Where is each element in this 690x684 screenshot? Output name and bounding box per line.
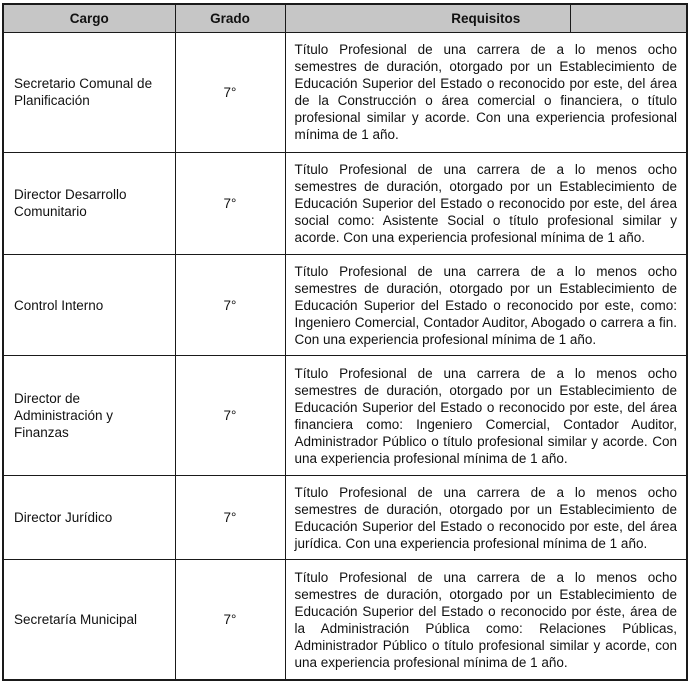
grado-cell: 7°: [175, 356, 285, 476]
cargo-cell: Secretaría Municipal: [3, 560, 175, 680]
grado-cell: 7°: [175, 560, 285, 680]
cargo-cell: Director de Administración y Finanzas: [3, 356, 175, 476]
table-header-row: [3, 4, 687, 33]
table-row: [3, 33, 687, 153]
header-grado: Grado: [175, 4, 285, 33]
requisitos-cell: Título Profesional de una carrera de a lo menos ocho semestres de duración, otorgado por un Establecimiento de Educación Superior del Estado o reconocido por este, del área de la Construcción o área comercial o financiera, o título profesional similar y acorde. Con una experiencia profesional mínima de 1 año.: [285, 33, 687, 153]
table-row: [3, 560, 687, 680]
cargo-cell: Director Jurídico: [3, 476, 175, 560]
table-row: [3, 152, 687, 254]
header-cargo: Cargo: [3, 4, 175, 33]
requisitos-cell: Título Profesional de una carrera de a lo menos ocho semestres de duración, otorgado por un Establecimiento de Educación Superior del Estado o reconocido por éste, área de la Administración Pública como: Relaciones Públicas, Administrador Público o título profesional similar y acorde, con una experiencia profesional mínima de 1 año.: [285, 560, 687, 680]
table-row: [3, 254, 687, 356]
table-row: [3, 356, 687, 476]
requisitos-cell: Título Profesional de una carrera de a lo menos ocho semestres de duración, otorgado por un Establecimiento de Educación Superior del Estado o reconocido por este, del área jurídica. Con una experiencia profesional mínima de 1 año.: [285, 476, 687, 560]
requisitos-cell: Título Profesional de una carrera de a lo menos ocho semestres de duración, otorgado por un Establecimiento de Educación Superior del Estado o reconocido por este, como: Ingeniero Comercial, Contador Auditor, Abogado o carrera a fin. Con una experiencia profesional mínima de 1 año.: [285, 254, 687, 356]
requisitos-cell: Título Profesional de una carrera de a lo menos ocho semestres de duración, otorgado por un Establecimiento de Educación Superior del Estado o reconocido por este, del área social como: Asistente Social o título profesional similar y acorde. Con una experiencia profesional mínima de 1 año.: [285, 152, 687, 254]
cargo-cell: Secretario Comunal de Planificación: [3, 33, 175, 153]
grado-cell: 7°: [175, 152, 285, 254]
cargo-cell: Director Desarrollo Comunitario: [3, 152, 175, 254]
positions-requirements-table: [2, 3, 688, 681]
grado-cell: 7°: [175, 33, 285, 153]
grado-cell: 7°: [175, 476, 285, 560]
requisitos-cell: Título Profesional de una carrera de a lo menos ocho semestres de duración, otorgado por un Establecimiento de Educación Superior del Estado o reconocido por este, del área financiera como: Ingeniero Comercial, Contador Auditor, Administrador Público o título profesional similar y acorde. Con una experiencia profesional mínima de 1 año.: [285, 356, 687, 476]
header-requisitos: Requisitos: [285, 4, 687, 33]
grado-cell: 7°: [175, 254, 285, 356]
cargo-cell: Control Interno: [3, 254, 175, 356]
table-row: [3, 476, 687, 560]
